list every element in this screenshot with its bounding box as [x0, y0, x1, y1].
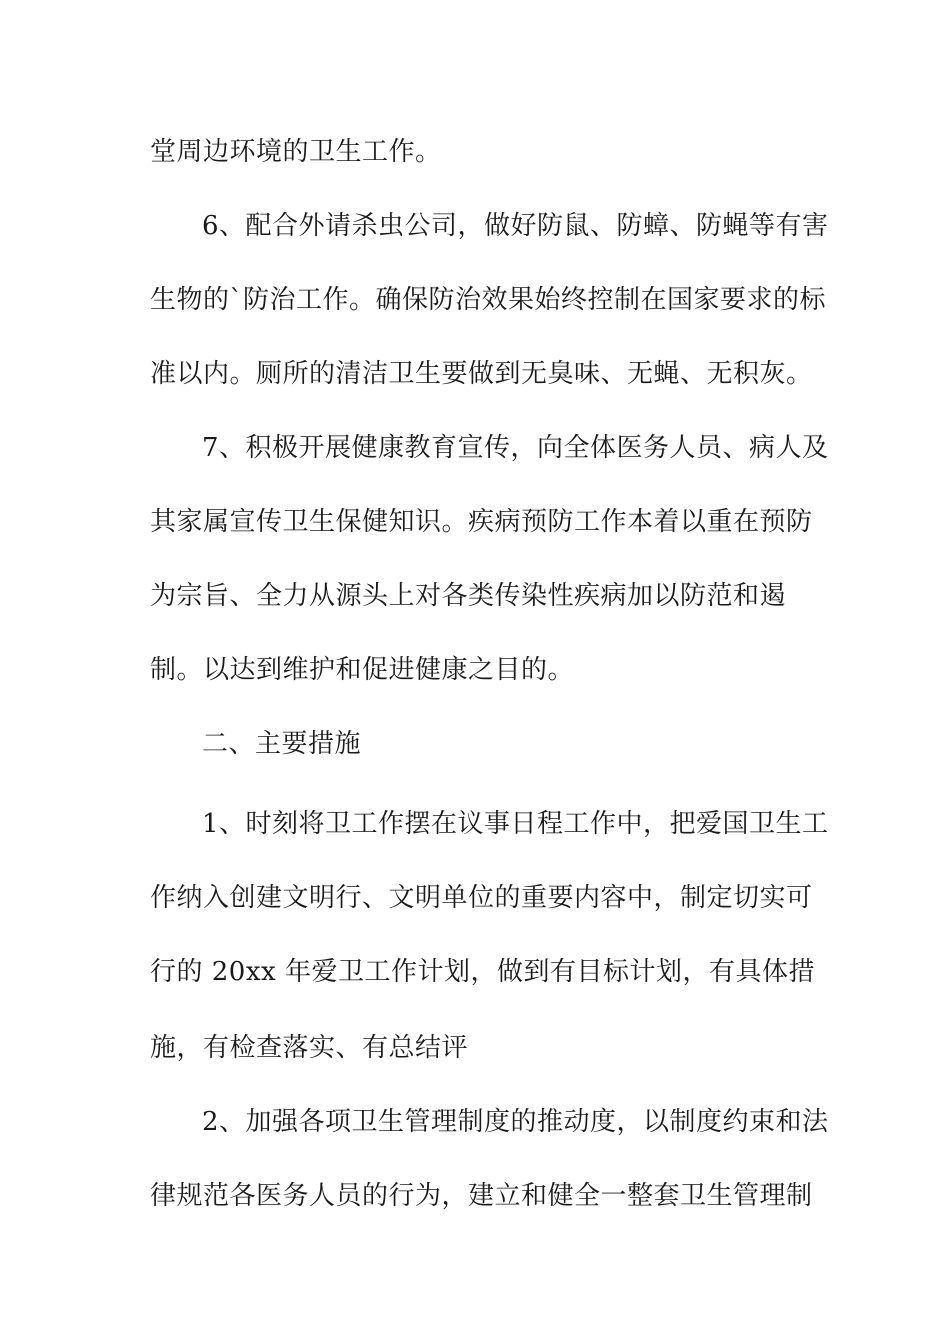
text-line: 7、积极开展健康教育宣传，向全体医务人员、病人及: [202, 433, 829, 463]
text-line: 律规范各医务人员的行为，建立和健全一整套卫生管理制: [150, 1181, 813, 1211]
text-line: 作纳入创建文明行、文明单位的重要内容中，制定切实可: [150, 883, 813, 913]
text-line: 1、时刻将卫工作摆在议事日程工作中，把爱国卫生工: [202, 809, 829, 839]
text-line: 其家属宣传卫生保健知识。疾病预防工作本着以重在预防: [150, 507, 813, 537]
text-line: 为宗旨、全力从源头上对各类传染性疾病加以防范和遏: [150, 581, 787, 611]
text-line: 6、配合外请杀虫公司，做好防鼠、防蟑、防蝇等有害: [202, 211, 829, 241]
text-line: 施，有检查落实、有总结评: [150, 1033, 469, 1063]
text-line: 堂周边环境的卫生工作。: [150, 137, 442, 167]
text-line: 2、加强各项卫生管理制度的推动度，以制度约束和法: [202, 1107, 829, 1137]
text-line: 生物的`防治工作。确保防治效果始终控制在国家要求的标: [150, 285, 827, 315]
section-heading: 二、主要措施: [202, 729, 362, 759]
text-line: 制。以达到维护和促进健康之目的。: [150, 655, 575, 685]
text-line: 行的 20xx 年爱卫工作计划，做到有目标计划，有具体措: [150, 957, 815, 987]
text-line: 准以内。厕所的清洁卫生要做到无臭味、无蝇、无积灰。: [150, 359, 813, 389]
